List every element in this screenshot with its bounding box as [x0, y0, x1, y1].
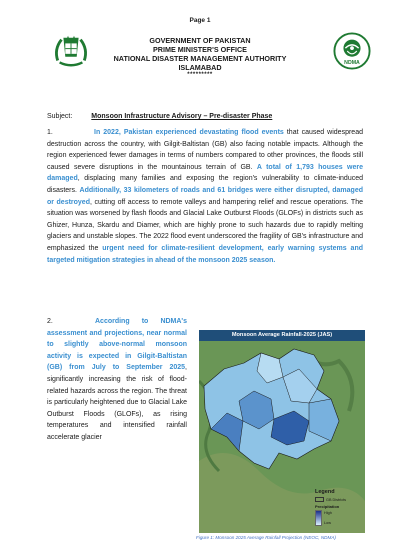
legend-precip-label: Precipitation: [315, 504, 340, 509]
highlight-monsoon-projection: According to NDMA's assessment and projections, near normal to slightly above-normal monsoon activity is expected in Gilgit-Baltistan (GB) from July to September 2025: [47, 318, 187, 372]
highlight-2022-floods: In 2022, Pakistan experienced devastating flood events: [94, 129, 284, 136]
districts-swatch: [315, 497, 324, 502]
legend-districts-label: GB Districts: [326, 497, 347, 502]
paragraph-1-number: 1.: [47, 129, 53, 136]
paragraph-2: [47, 316, 187, 444]
letterhead: [0, 36, 400, 78]
page-number: Page 1: [189, 17, 211, 24]
header-line-3: NATIONAL DISASTER MANAGEMENT AUTHORITY: [113, 54, 287, 63]
precip-gradient: [315, 510, 322, 526]
rainfall-map: [199, 341, 365, 533]
subject-line: [47, 113, 272, 120]
ndma-logo-text: NDMA: [344, 59, 360, 66]
paragraph-1: [47, 127, 363, 266]
highlight-urgent-need: urgent need for climate-resilient development, early warning systems and targeted mitigation strategies in ahead of the monsoon 2025 season.: [47, 244, 363, 264]
paragraph-2-text: , significantly increasing the risk of flood-related hazards across the region. The threat is particularly heightened due to Glacial Lake Outburst Floods (GLOFs), as rising temperatures and intensified rainfall accelerate glacier: [47, 364, 187, 441]
figure-caption: Figure 1: Monsoon 2025 Average Rainfall Projection (NEOC, NDMA): [196, 535, 336, 540]
legend-high-label: High: [324, 511, 332, 515]
map-legend: [315, 489, 361, 528]
paragraph-1-text-b: , displacing many families and exposing the region's vulnerability to climate-induced disasters.: [47, 175, 363, 194]
legend-low-label: Low: [324, 521, 331, 525]
paragraph-1-text-c: , cutting off access to remote valleys and hampering relief and rescue operations. The situation was worsened by flash floods and Glacial Lake Outburst Floods (GLOFs) in districts such as Ghizer, Hunza, Skardu and Diamer, which are highly prone to such hazards due to rapidly melting glaciers and unstable slopes. The 2022 flood event underscored the fragility of GB's infrastructure and emphasized the: [47, 198, 363, 252]
highlight-roads-bridges: Additionally, 33 kilometers of roads and 61 bridges were either disrupted, damaged or destroyed: [47, 186, 363, 206]
subject-label: Subject:: [47, 113, 73, 120]
rainfall-map-figure: [199, 330, 365, 533]
header-line-2: PRIME MINISTER'S OFFICE: [153, 45, 247, 54]
paragraph-1-text-a: that caused widespread destruction across the country, with Gilgit-Baltistan (GB) also facing notable impacts. Although the region experienced fewer damages in terms of numbers compared to other provinces, the floods still caused severe disruptions in the mountainous terrain of GB.: [47, 129, 363, 171]
highlight-houses-damaged: A total of 1,793 houses were damaged: [47, 163, 363, 183]
header-line-1: GOVERNMENT OF PAKISTAN: [149, 36, 251, 45]
paragraph-2-number: 2.: [47, 318, 53, 325]
header-line-4: ISLAMABAD: [178, 63, 222, 72]
subject-text: Monsoon Infrastructure Advisory – Pre-disaster Phase: [91, 113, 273, 120]
map-title: Monsoon Average Rainfall-2025 (JAS): [199, 330, 365, 341]
legend-title: Legend: [315, 489, 335, 495]
header-stars: *********: [187, 72, 213, 78]
